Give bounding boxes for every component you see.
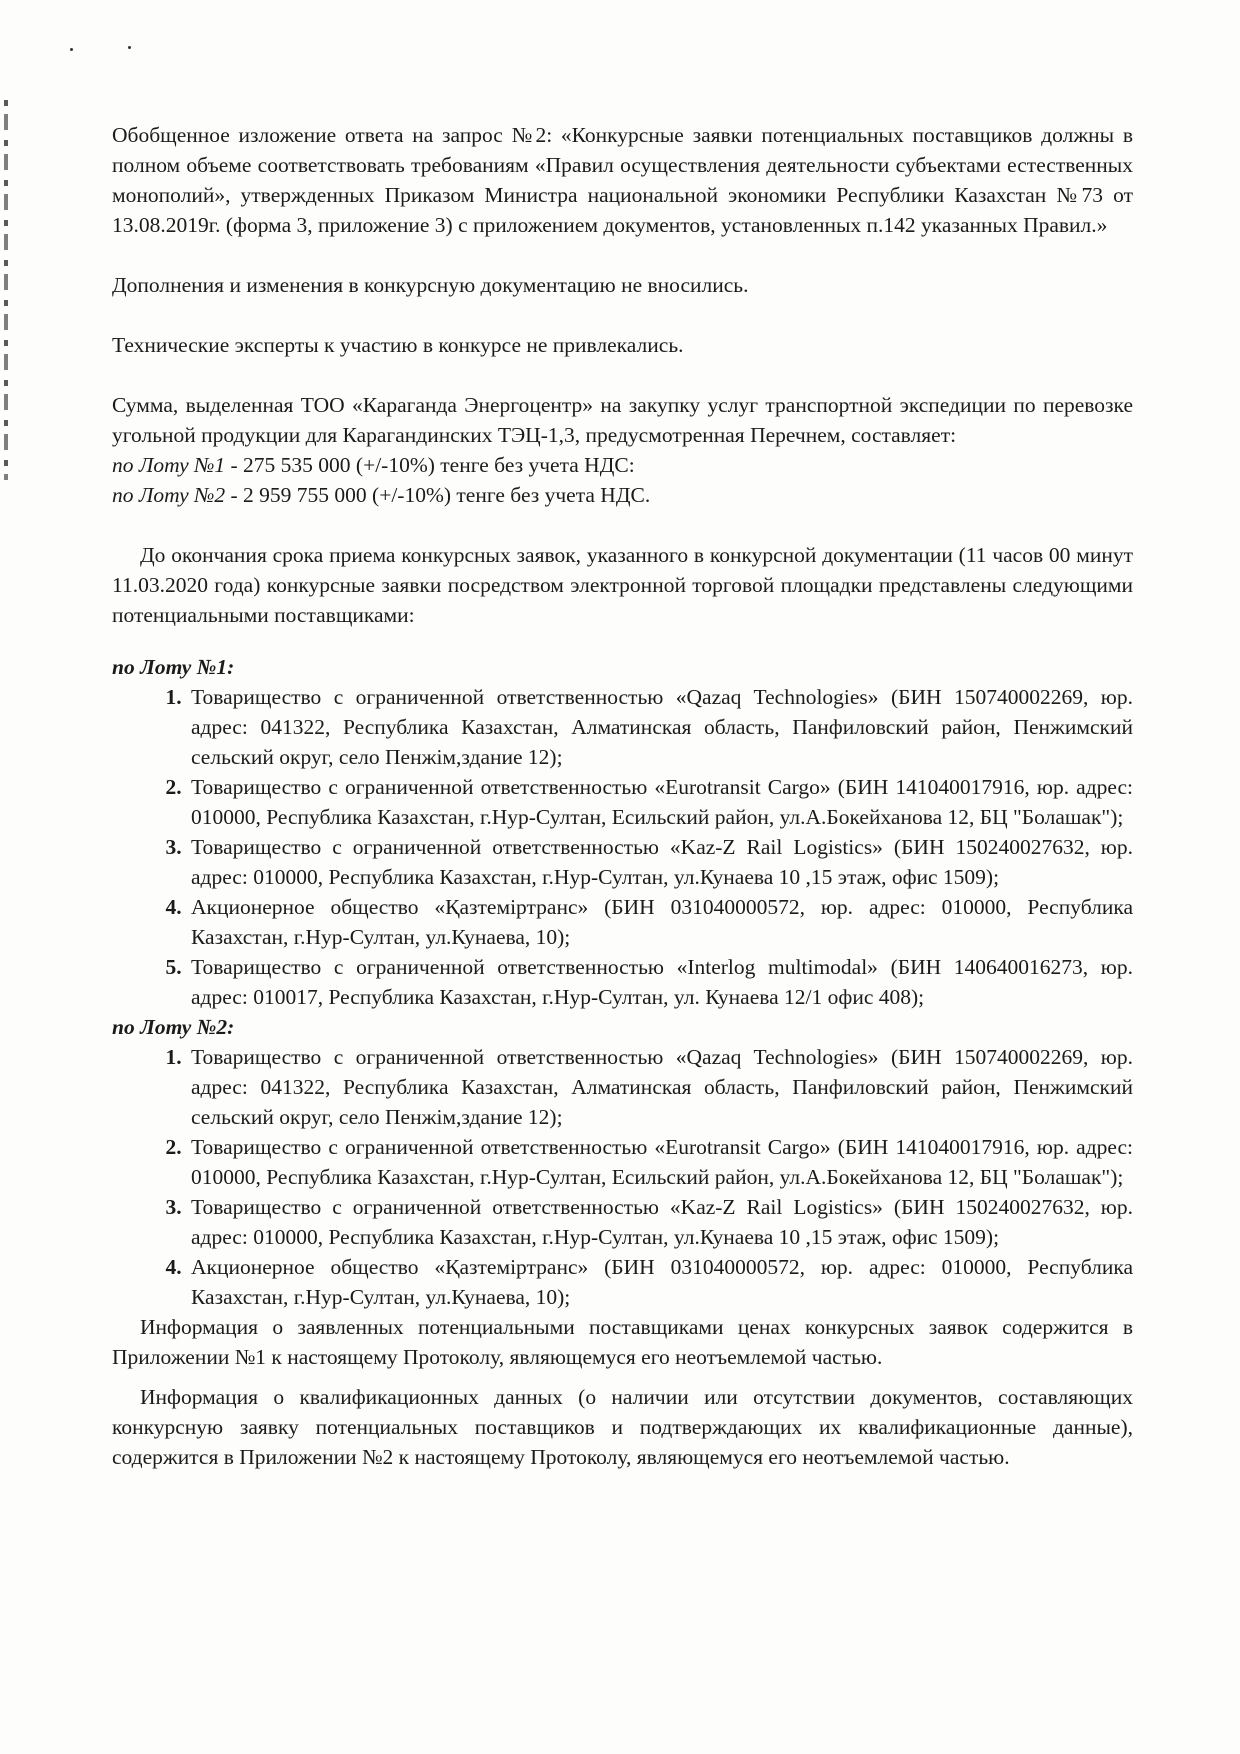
lot2-supplier-list (112, 1042, 1133, 1312)
list-item: 2. Товарищество с ограниченной ответственностью «Eurotransit Cargo» (БИН 141040017916, юр. адрес: 010000, Республика Казахстан, г.Нур-Султан, Есильский район, ул.А.Бокейханова 12, БЦ "Болашак"); (187, 1132, 1133, 1192)
scan-speck (70, 48, 73, 51)
qualification-paragraph: Информация о квалификационных данных (о наличии или отсутствии документов, составляющих конкурсную заявку потенциальных поставщиков и подтверждающих их квалификационные данные), содержится в Приложении №2 к настоящему Протоколу, являющемуся его неотъемлемой частью. (112, 1385, 1133, 1469)
lot2-heading: по Лоту №2: (112, 1015, 235, 1039)
lot1-heading: по Лоту №1: (112, 655, 235, 679)
scan-edge-artifact (4, 100, 8, 480)
list-item: 1. Товарищество с ограниченной ответственностью «Qazaq Technologies» (БИН 150740002269, юр. адрес: 041322, Республика Казахстан, Алматинская область, Панфиловский район, Пенжимский сельский округ, село Пенжім,здание 12); (187, 1042, 1133, 1132)
list-item: 5. Товарищество с ограниченной ответственностью «Interlog multimodal» (БИН 140640016273, юр. адрес: 010017, Республика Казахстан, г.Нур-Султан, ул. Кунаева 12/1 офис 408); (187, 952, 1133, 1012)
changes-paragraph: Дополнения и изменения в конкурсную документацию не вносились. (112, 273, 749, 297)
sum-lot2-label: по Лоту №2 (112, 483, 226, 507)
list-item: 3. Товарищество с ограниченной ответственностью «Kaz-Z Rail Logistics» (БИН 150240027632, юр. адрес: 010000, Республика Казахстан, г.Нур-Султан, ул.Кунаева 10 ,15 этаж, офис 1509); (187, 1192, 1133, 1252)
document-body (112, 120, 1133, 1472)
sum-lot1-line (112, 450, 1133, 480)
sum-lot2-value: - 2 959 755 000 (+/-10%) тенге без учета НДС. (225, 483, 651, 507)
sum-lot1-value: - 275 535 000 (+/-10%) тенге без учета НДС: (225, 453, 635, 477)
scan-speck (128, 46, 131, 49)
request-summary-paragraph: Обобщенное изложение ответа на запрос №2: «Конкурсные заявки потенциальных поставщиков должны в полном объеме соответствовать требованиям «Правил осуществления деятельности субъектами естественных монополий», утвержденных Приказом Министра национальной экономики Республики Казахстан №73 от 13.08.2019г. (форма 3, приложение 3) с приложением документов, установленных п.142 указанных Правил.» (112, 123, 1133, 237)
prices-paragraph: Информация о заявленных потенциальными поставщиками ценах конкурсных заявок содержится в Приложении №1 к настоящему Протоколу, являющемуся его неотъемлемой частью. (112, 1315, 1133, 1369)
list-item: 1. Товарищество с ограниченной ответственностью «Qazaq Technologies» (БИН 150740002269, юр. адрес: 041322, Республика Казахстан, Алматинская область, Панфиловский район, Пенжимский сельский округ, село Пенжім,здание 12); (187, 682, 1133, 772)
sum-paragraph: Сумма, выделенная ТОО «Караганда Энергоцентр» на закупку услуг транспортной экспедиции по перевозке угольной продукции для Карагандинских ТЭЦ-1,3, предусмотренная Перечнем, составляет: (112, 393, 1133, 447)
experts-paragraph: Технические эксперты к участию в конкурсе не привлекались. (112, 333, 684, 357)
list-item: 2. Товарищество с ограниченной ответственностью «Eurotransit Cargo» (БИН 141040017916, юр. адрес: 010000, Республика Казахстан, г.Нур-Султан, Есильский район, ул.А.Бокейханова 12, БЦ "Болашак"); (187, 772, 1133, 832)
list-item: 4. Акционерное общество «Қазтеміртранс» (БИН 031040000572, юр. адрес: 010000, Республика Казахстан, г.Нур-Султан, ул.Кунаева, 10); (187, 892, 1133, 952)
sum-lot1-label: по Лоту №1 (112, 453, 226, 477)
sum-lot2-line (112, 480, 1133, 510)
list-item: 3. Товарищество с ограниченной ответственностью «Kaz-Z Rail Logistics» (БИН 150240027632, юр. адрес: 010000, Республика Казахстан, г.Нур-Султан, ул.Кунаева 10 ,15 этаж, офис 1509); (187, 832, 1133, 892)
deadline-paragraph: До окончания срока приема конкурсных заявок, указанного в конкурсной документации (11 часов 00 минут 11.03.2020 года) конкурсные заявки посредством электронной торговой площадки представлены следующими потенциальными поставщиками: (112, 543, 1133, 627)
list-item: 4. Акционерное общество «Қазтеміртранс» (БИН 031040000572, юр. адрес: 010000, Республика Казахстан, г.Нур-Султан, ул.Кунаева, 10); (187, 1252, 1133, 1312)
lot1-supplier-list (112, 682, 1133, 1012)
